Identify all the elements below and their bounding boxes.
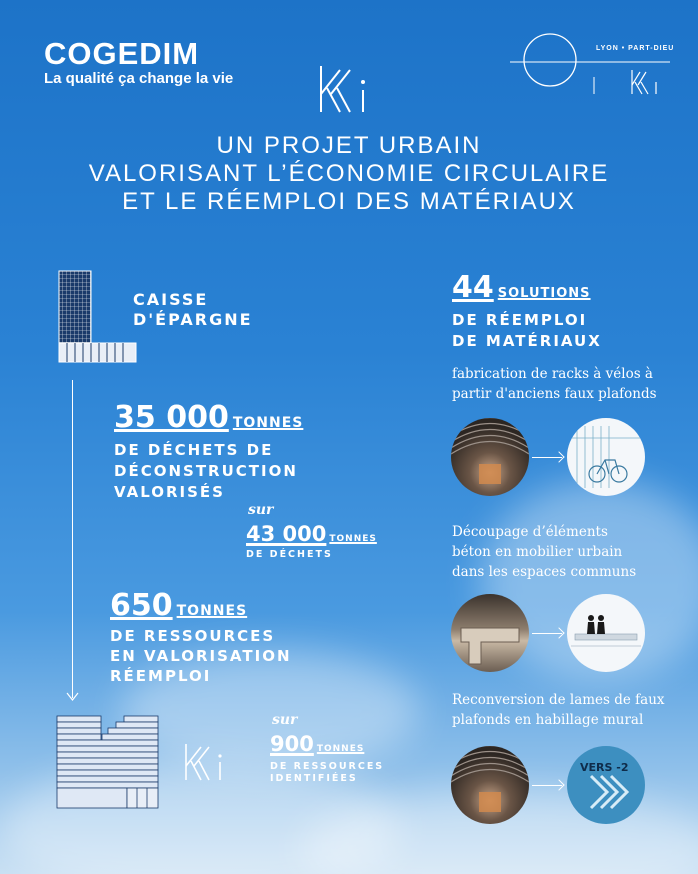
bike-rack-icon (567, 418, 645, 496)
example-caption (452, 364, 657, 404)
example-caption-line: plafonds en habillage mural (452, 712, 644, 728)
stat-description-line: RÉEMPLOI (110, 667, 212, 685)
stat-total-label (270, 761, 384, 785)
arrow-down-icon (66, 692, 79, 702)
brand-tagline: La qualité ça change la vie (44, 70, 234, 87)
lyon-badge-icon (510, 22, 670, 102)
example-caption (452, 690, 665, 730)
stat-unit: TONNES (176, 603, 248, 619)
example-caption (452, 522, 636, 582)
arrow-right-icon (532, 457, 562, 458)
arrow-right-icon (532, 785, 562, 786)
concrete-photo (451, 594, 529, 672)
stat-description-line: DE RESSOURCES (110, 627, 276, 645)
stat-description-line: EN VALORISATION (110, 647, 292, 665)
stat-total (246, 522, 377, 546)
timeline-line (72, 380, 73, 698)
stat-description-line: DÉCONSTRUCTION (114, 462, 298, 480)
title-line: ET LE RÉEMPLOI DES MATÉRIAUX (122, 188, 576, 215)
stat-deconstruction (114, 400, 303, 435)
example-caption-line: Reconversion de lames de faux (452, 692, 665, 708)
lyon-badge-text: LYON • PART-DIEU (596, 45, 675, 52)
ceiling-photo (451, 418, 529, 496)
stat-total-label: DE DÉCHETS (246, 549, 333, 560)
example-caption-line: fabrication de racks à vélos à (452, 366, 653, 382)
stat-number: 43 000 (246, 522, 327, 546)
ki-logo-icon (184, 742, 232, 784)
bench-people-icon (567, 594, 645, 672)
stat-description-line: DE DÉCHETS DE (114, 441, 274, 459)
stat-description (110, 626, 292, 686)
stat-number: 44 (452, 270, 494, 305)
stat-unit: TONNES (232, 415, 304, 431)
stat-description-line: DE MATÉRIAUX (452, 332, 602, 350)
sign-text: VERS -2 (580, 761, 629, 774)
title-line: VALORISANT L’ÉCONOMIE CIRCULAIRE (88, 160, 610, 187)
example-caption-line: partir d'anciens faux plafonds (452, 386, 657, 402)
ceiling-photo (451, 746, 529, 824)
ceiling-slats-icon (451, 746, 529, 824)
stat-description-line: VALORISÉS (114, 483, 225, 501)
stat-ressources (110, 588, 247, 623)
stat-unit: TONNES (316, 744, 365, 754)
building-label (133, 290, 253, 330)
sur-label: sur (272, 712, 298, 728)
concrete-element-icon (451, 594, 529, 672)
stat-description (114, 440, 298, 503)
building-label-line: CAISSE (133, 290, 209, 309)
bike-rack-drawing (567, 418, 645, 496)
example-caption-line: dans les espaces communs (452, 564, 637, 580)
stat-description-line: DE RÉEMPLOI (452, 311, 588, 329)
stat-unit: SOLUTIONS (497, 286, 591, 301)
title-line: UN PROJET URBAIN (216, 132, 482, 159)
chevron-wall-icon (567, 746, 645, 824)
example-caption-line: béton en mobilier urbain (452, 544, 623, 560)
stat-number: 35 000 (114, 400, 229, 435)
stat-number: 650 (110, 588, 173, 623)
stat-solutions (452, 270, 591, 305)
caisse-epargne-building-icon (58, 270, 138, 364)
ki-logo-icon (318, 64, 380, 116)
stat-description (452, 310, 602, 352)
stat-total (270, 732, 364, 756)
stat-total-label-line: IDENTIFIÉES (270, 773, 358, 784)
page-title (0, 132, 698, 216)
wall-cladding-photo (567, 746, 645, 824)
sur-label: sur (248, 502, 274, 518)
stat-total-label-line: DE RESSOURCES (270, 761, 385, 772)
ki-building-icon (56, 714, 160, 810)
arrow-right-icon (532, 633, 562, 634)
stat-unit: TONNES (329, 534, 377, 544)
example-caption-line: Découpage d’éléments (452, 524, 608, 540)
brand-logo: COGEDIM (44, 36, 200, 71)
stat-number: 900 (270, 732, 314, 756)
urban-furniture-drawing (567, 594, 645, 672)
building-label-line: D'ÉPARGNE (133, 310, 253, 329)
ceiling-slats-icon (451, 418, 529, 496)
